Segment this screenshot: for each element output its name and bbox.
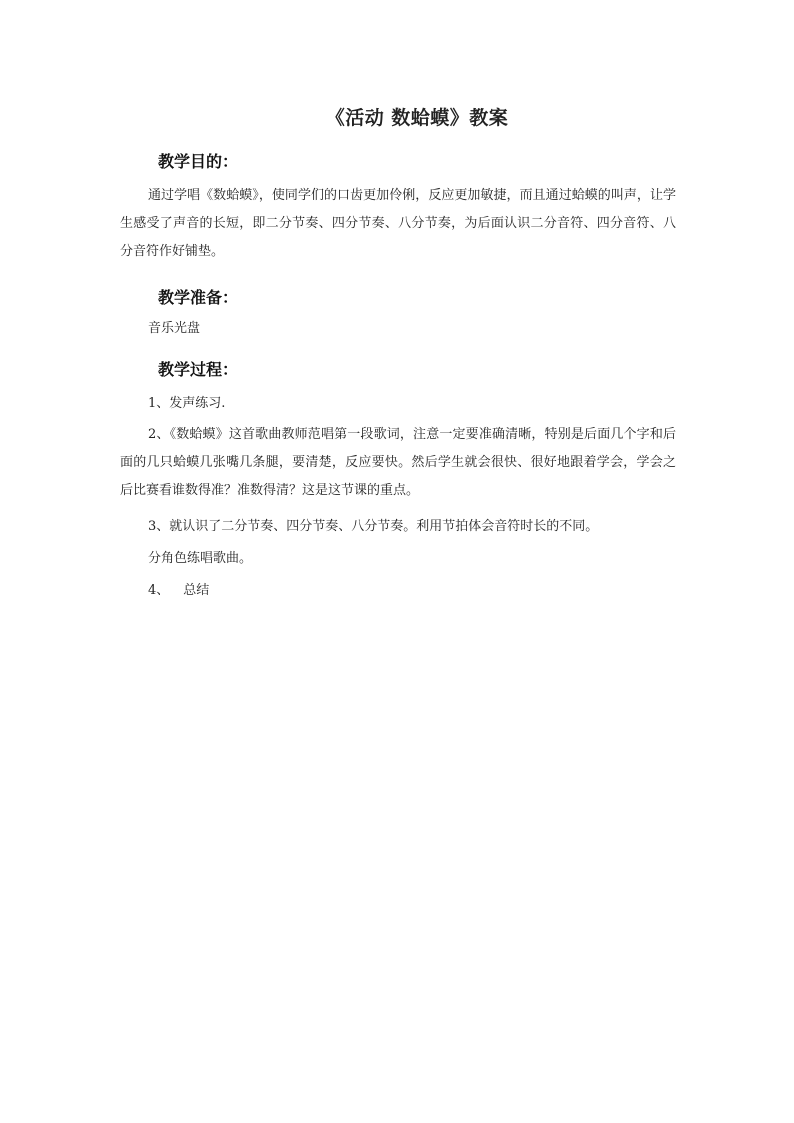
preparation-text: 音乐光盘 [148,321,201,336]
process-step-1: 1、发声练习. [148,396,226,411]
objective-heading: 教学目的： [158,152,239,171]
process-step-2: 2、《数蛤蟆》这首歌曲教师范唱第一段歌词，注意一定要准确清晰，特别是后面几个字和后面的几只蛤蟆几张嘴几条腿，要清楚，反应要快。然后学生就会很快、很好地跟着学会，学会之后比赛看谁数得准？准数得清？这是这节课的重点。 [120,427,676,498]
objective-text: 通过学唱《数蛤蟆》，使同学们的口齿更加伶俐，反应更加敏捷，而且通过蛤蟆的叫声，让学生感受了声音的长短，即二分节奏、四分节奏、八分节奏，为后面认识二分音符、四分音符、八分音符作好铺垫。 [120,188,676,259]
preparation-heading: 教学准备： [158,288,239,307]
document-title: 《活动 数蛤蟆》教案 [325,107,509,129]
process-step-3: 3、就认识了二分节奏、四分节奏、八分节奏。利用节拍体会音符时长的不同。 [148,519,599,534]
process-step-4 [148,581,209,601]
process-step-4-text: 总结 [183,583,210,598]
process-step-4-number: 4、 [148,583,170,598]
process-step-3b: 分角色练唱歌曲。 [148,551,253,566]
process-heading: 教学过程： [158,360,239,379]
